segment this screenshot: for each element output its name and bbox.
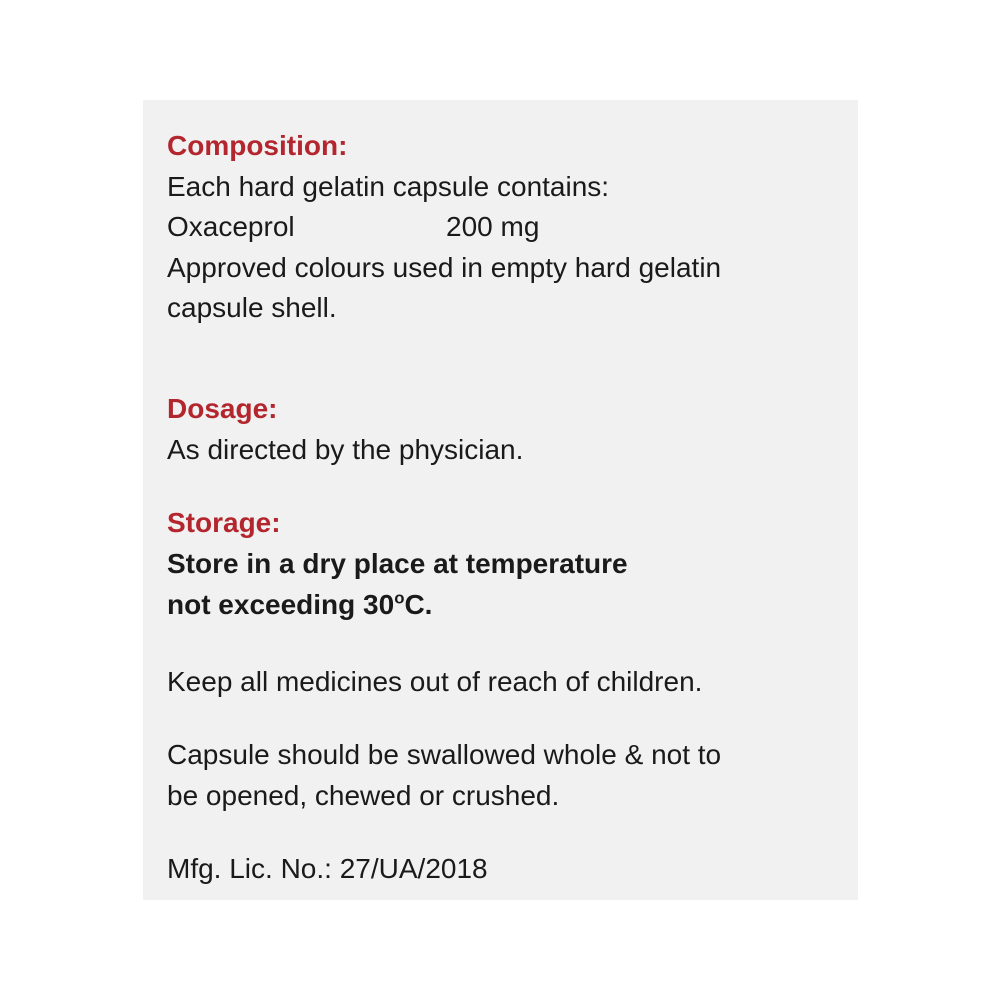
storage-heading: Storage: [167,507,281,538]
colours-line-1: Approved colours used in empty hard gelatin [167,252,722,283]
dosage-text: As directed by the physician. [167,434,524,465]
storage-line-2-suffix: C. [404,589,433,620]
label-panel [143,100,858,900]
storage-line-1: Store in a dry place at temperature [167,548,628,579]
degree-sign: o [394,588,405,608]
license-number: Mfg. Lic. No.: 27/UA/2018 [167,853,488,884]
swallow-line-1: Capsule should be swallowed whole & not to [167,739,722,770]
composition-heading: Composition: [167,130,348,161]
dosage-heading: Dosage: [167,393,278,424]
storage-line-2 [167,587,432,623]
colours-line-2: capsule shell. [167,292,337,323]
children-warning: Keep all medicines out of reach of children. [167,666,703,697]
ingredient-amount: 200 mg [446,211,540,242]
ingredient-row [167,209,539,245]
storage-line-2-prefix: not exceeding 30 [167,589,395,620]
ingredient-name: Oxaceprol [167,211,295,242]
swallow-line-2: be opened, chewed or crushed. [167,780,560,811]
composition-intro: Each hard gelatin capsule contains: [167,171,610,202]
